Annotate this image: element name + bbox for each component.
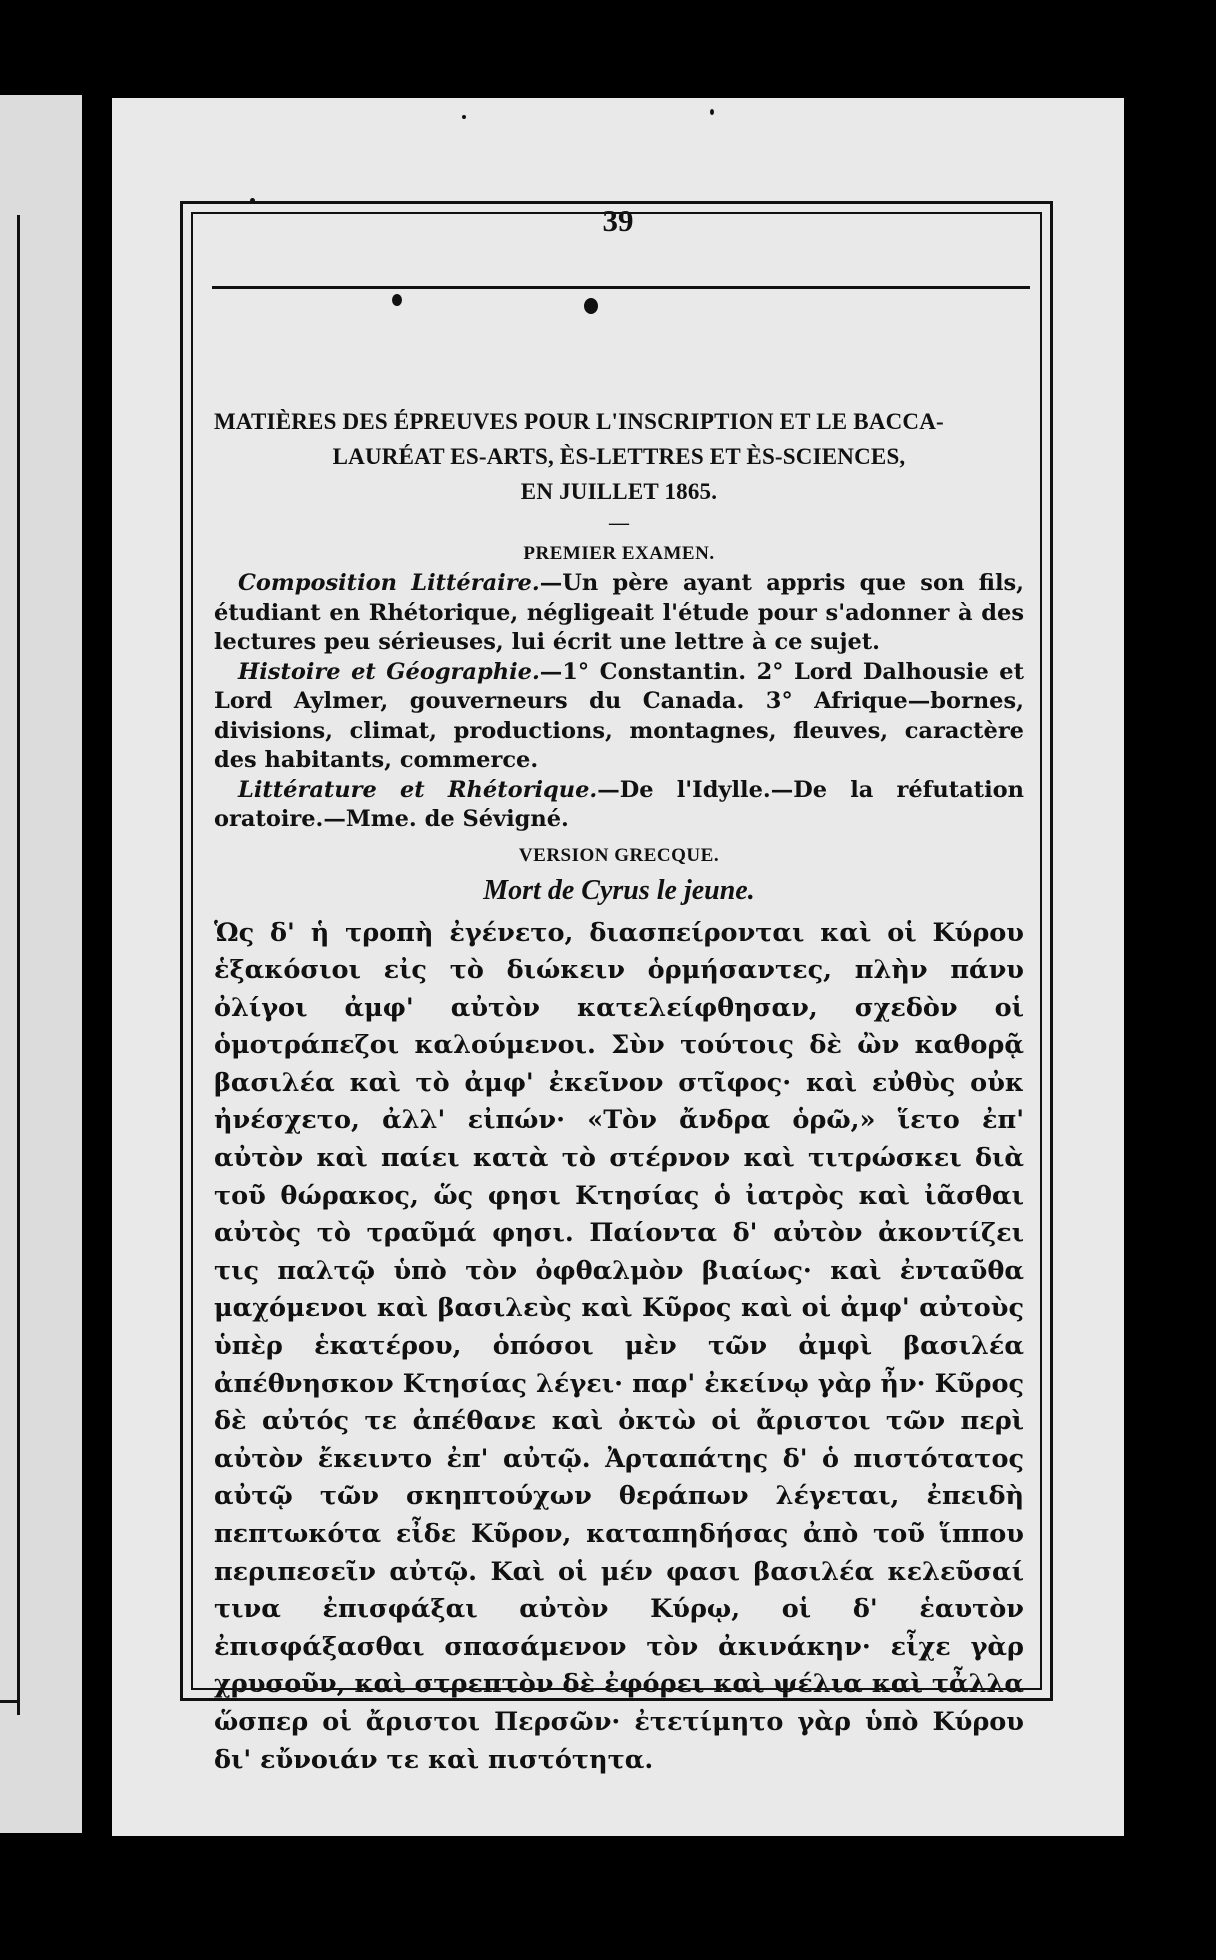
- subject-text: —De l'Idylle.—De la réfutation oratoire.—Mme. de Sévigné.: [214, 776, 1024, 832]
- subject-text: —Un père ayant appris que son fils, étudiant en Rhétorique, négligeait l'étude pour s'adonner à des lectures peu sérieuses, lui écrit une lettre à ce sujet.: [214, 570, 1024, 655]
- adjacent-page-edge: [0, 95, 82, 1833]
- page-number: 39: [602, 203, 634, 238]
- subject-label: Littérature et Rhétorique.: [238, 776, 598, 803]
- subject-label: Composition Littéraire.: [238, 570, 540, 596]
- premier-examen-heading: PREMIER EXAMEN.: [523, 543, 715, 564]
- title-line-1: MATIÈRES DES ÉPREUVES POUR L'INSCRIPTION ET LE BACCA-: [214, 409, 944, 434]
- subject-label: Histoire et Géographie.: [238, 658, 540, 685]
- greek-passage: Ὡς δ' ἡ τροπὴ ἐγένετο, διασπείρονται καὶ οἱ Κύρου ἑξακόσιοι εἰς τὸ διώκειν ὁρμήσαντες, πλὴν πάνυ ὀλίγοι ἀμφ' αὐτὸν κατελείφθησαν, σχεδὸν οἱ ὁμοτράπεζοι καλούμενοι. Σὺν τούτοις δὲ ὢν καθορᾷ βασιλέα καὶ τὸ ἀμφ' ἐκεῖνον στῖφος· καὶ εὐθὺς οὐκ ἠνέσχετο, ἀλλ' εἰπών· «Τὸν ἄνδρα ὁρῶ,» ἵετο ἐπ' αὐτὸν καὶ παίει κατὰ τὸ στέρνον καὶ τιτρώσκει διὰ τοῦ θώρακος, ὥς φησι Κτησίας ὁ ἰατρὸς καὶ ἰᾶσθαι αὐτὸς τὸ τραῦμά φησι. Παίοντα δ' αὐτὸν ἀκοντίζει τις παλτῷ ὑπὸ τὸν ὀφθαλμὸν βιαίως· καὶ ἐνταῦθα μαχόμενοι καὶ βασιλεὺς καὶ Κῦρος καὶ οἱ ἀμφ' αὐτοὺς ὑπὲρ ἑκατέρου, ὁπόσοι μὲν τῶν ἀμφὶ βασιλέα ἀπέθνησκον Κτησίας λέγει· παρ' ἐκείνῳ γὰρ ἦν· Κῦρος δὲ αὐτός τε ἀπέθανε καὶ ὀκτὼ οἱ ἄριστοι τῶν περὶ αὐτὸν ἔκειντο ἐπ' αὐτῷ. Ἀρταπάτης δ' ὁ πιστότατος αὐτῷ τῶν σκηπτούχων θεράπων λέγεται, ἐπειδὴ πεπτωκότα εἶδε Κῦρον, καταπηδήσας ἀπὸ τοῦ ἵππου περιπεσεῖν αὐτῷ. Καὶ οἱ μέν φασι βασιλέα κελεῦσαί τινα ἐπισφάξαι αὐτὸν Κύρῳ, οἱ δ' ἑαυτὸν ἐπισφάξασθαι σπασάμενον τὸν ἀκινάκην· εἶχε γὰρ χρυσοῦν, καὶ στρεπτὸν δὲ ἐφόρει καὶ ψέλια καὶ τἆλλα ὥσπερ οἱ ἄριστοι Περσῶν· ἐτετίμητο γὰρ ὑπὸ Κύρου δι' εὔνοιάν τε καὶ πιστότητα.: [214, 917, 1024, 1775]
- subject-litterature: [214, 776, 1024, 835]
- subject-composition: [214, 569, 1024, 658]
- scanned-page: [112, 98, 1124, 1836]
- document-title: [214, 404, 1024, 509]
- greek-passage-title: Mort de Cyrus le jeune.: [483, 874, 755, 906]
- subject-histoire: [214, 658, 1024, 776]
- subject-text: —1° Constantin. 2° Lord Dalhousie et Lord Aylmer, gouverneurs du Canada. 3° Afrique—bornes, divisions, climat, productions, montagnes, fleuves, caractère des habitants, commerce.: [214, 658, 1024, 773]
- title-line-2: LAURÉAT ES-ARTS, ÈS-LETTRES ET ÈS-SCIENCES,: [332, 444, 906, 469]
- title-dash: —: [609, 512, 629, 534]
- adjacent-page-rule-short: [0, 1700, 20, 1703]
- page-content: [214, 404, 1024, 1779]
- version-grecque-heading: VERSION GRECQUE.: [518, 844, 720, 866]
- adjacent-page-rule: [17, 215, 20, 1715]
- title-line-3: EN JUILLET 1865.: [520, 479, 718, 504]
